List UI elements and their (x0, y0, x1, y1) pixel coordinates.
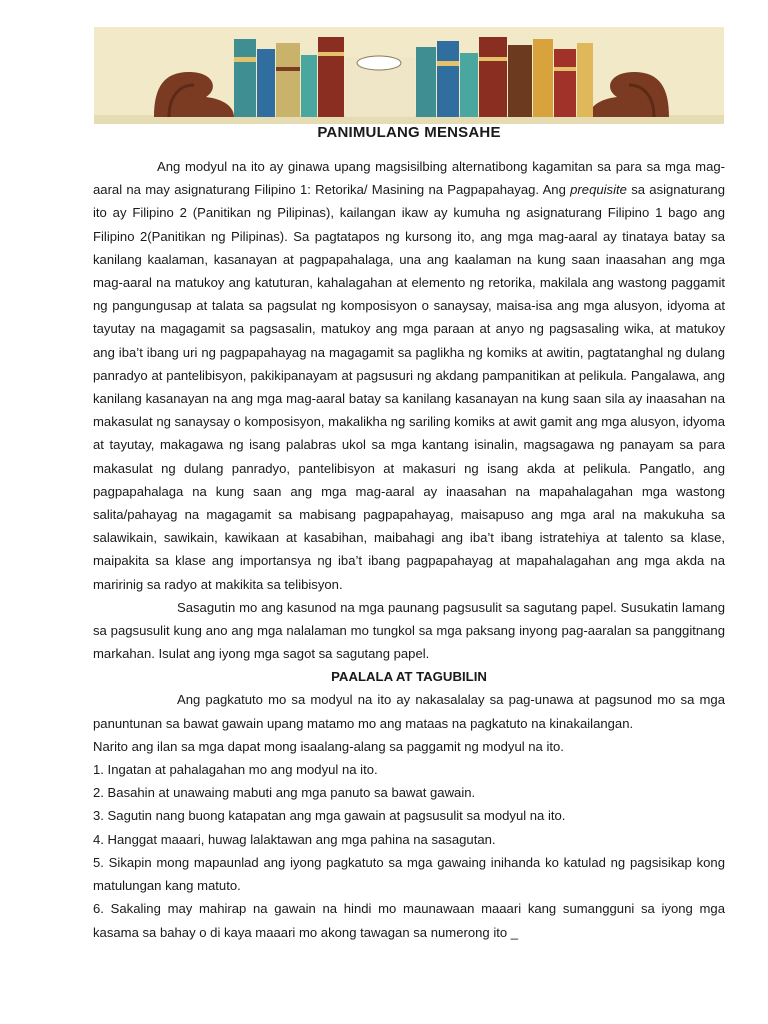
header-banner-image (94, 27, 724, 124)
list-item: 6. Sakaling may mahirap na gawain na hindi mo maunawaan maaari kang sumangguni sa iyong mga kasama sa bahay o di kaya maaari mo akong tawagan sa numerong ito _ (93, 901, 725, 940)
list-item: 1. Ingatan at pahalagahan mo ang modyul na ito. (93, 762, 378, 778)
intro-paragraph-1 (93, 155, 725, 596)
intro-emphasis: prequisite (570, 182, 627, 198)
page-title: PANIMULANG MENSAHE (317, 124, 501, 141)
books-illustration (94, 27, 724, 124)
list-item: 2. Basahin at unawaing mabuti ang mga panuto sa bawat gawain. (93, 785, 476, 801)
intro-text-b: sa asignaturang ito ay Filipino 2 (Panitikan ng Pilipinas), kailangan ikaw ay kumuha ng asignaturang Filipino 1 bago ang Filipino 2(Panitikan ng Pilipinas). Sa pagtatapos ng kursong ito, ang mga mag-aaral ay tinataya batay sa kanilang kaalaman, kasanayan at pagpapahalaga, una ang kaalaman na kung saan inaasahan ang mga mag-aaral na matukoy ang katuturan, kahalagahan at elemento ng retorika, makilala ang wastong paggamit ng pangungusap at talata sa pagsulat ng komposisyon o sanaysay, maisa-isa ang mga alusyon, idyoma at tayutay na magagamit sa pagsasalin, matukoy ang mga paraan at anyo ng pagsasaling wika, at matukoy ang iba’t ibang uri ng pagpapahayag na magagamit sa paglikha ng komiks at awitin, pagtatanghal ng dulang panradyo at pantelibisyon, pakikipanayam at pagsusuri ng akdang pampanitikan at pelikula. Pangalawa, ang kanilang kasanayan na ang mga mag-aaral batay sa kanilang kasanayan na kung saan sila ay inaasahan na makasulat ng sanaysay o komposisyon, makalikha ng sariling komiks at awit gamit ang mga alusyon, idyoma at tayutay, makagawa ng isang palabras ukol sa mga kantang isinalin, magsagawa ng panayam sa para makasulat ng dulang panradyo, pantelibisyon at makasuri ng isang akda at pelikula. Pangatlo, ang pagpapahalaga na kung saan ang mga mag-aaral ay inaasahan na mapahalagahan mga wastong salita/pahayag na magagamit sa mabisang pagpapahayag, maisapuso ang mga aral na makukuha sa salawikain, sawikain, kawikaan at kasabihan, maibahagi ang iba’t ibang istratehiya at talento sa klase, maipakita sa klase ang importansya ng iba’t ibang pagpapahayag at mapahalagahan ang mga akda na maririnig sa radyo at makikita sa telibisyon. (93, 182, 725, 592)
document-body (93, 120, 725, 944)
intro-text-a: Ang modyul na ito ay ginawa upang magsisilbing alternatibong kagamitan sa para sa mga mag-aaral na may asignaturang Filipino 1: Retorika/ Masining na Pagpapahayag. Ang (93, 159, 725, 198)
intro-paragraph-2: Sasagutin mo ang kasunod na mga paunang pagsusulit sa sagutang papel. Susukatin lamang sa pagsusulit kung ano ang mga nalalaman mo tungkol sa mga paksang inyong pag-aaralan sa panggitnang markahan. Isulat ang iyong mga sagot sa sagutang papel. (93, 599, 725, 662)
list-item: 5. Sikapin mong mapaunlad ang iyong pagkatuto sa mga gawaing inihanda ko katulad ng pagsisikap kong matulungan kang matuto. (93, 854, 725, 894)
reminders-paragraph-2: Narito ang ilan sa mga dapat mong isaalang-alang sa paggamit ng modyul na ito. (93, 738, 564, 754)
reminders-paragraph-1: Ang pagkatuto mo sa modyul na ito ay nakasalalay sa pag-unawa at pagsunod mo sa mga panuntunan sa bawat gawain upang matamo mo ang mataas na pagkatuto na kinakailangan. (93, 692, 725, 731)
section-title: PAALALA AT TAGUBILIN (331, 669, 487, 685)
list-item: 4. Hanggat maaari, huwag lalaktawan ang mga pahina na sasagutan. (93, 831, 496, 847)
list-item: 3. Sagutin nang buong katapatan ang mga gawain at pagsusulit sa modyul na ito. (93, 808, 566, 824)
